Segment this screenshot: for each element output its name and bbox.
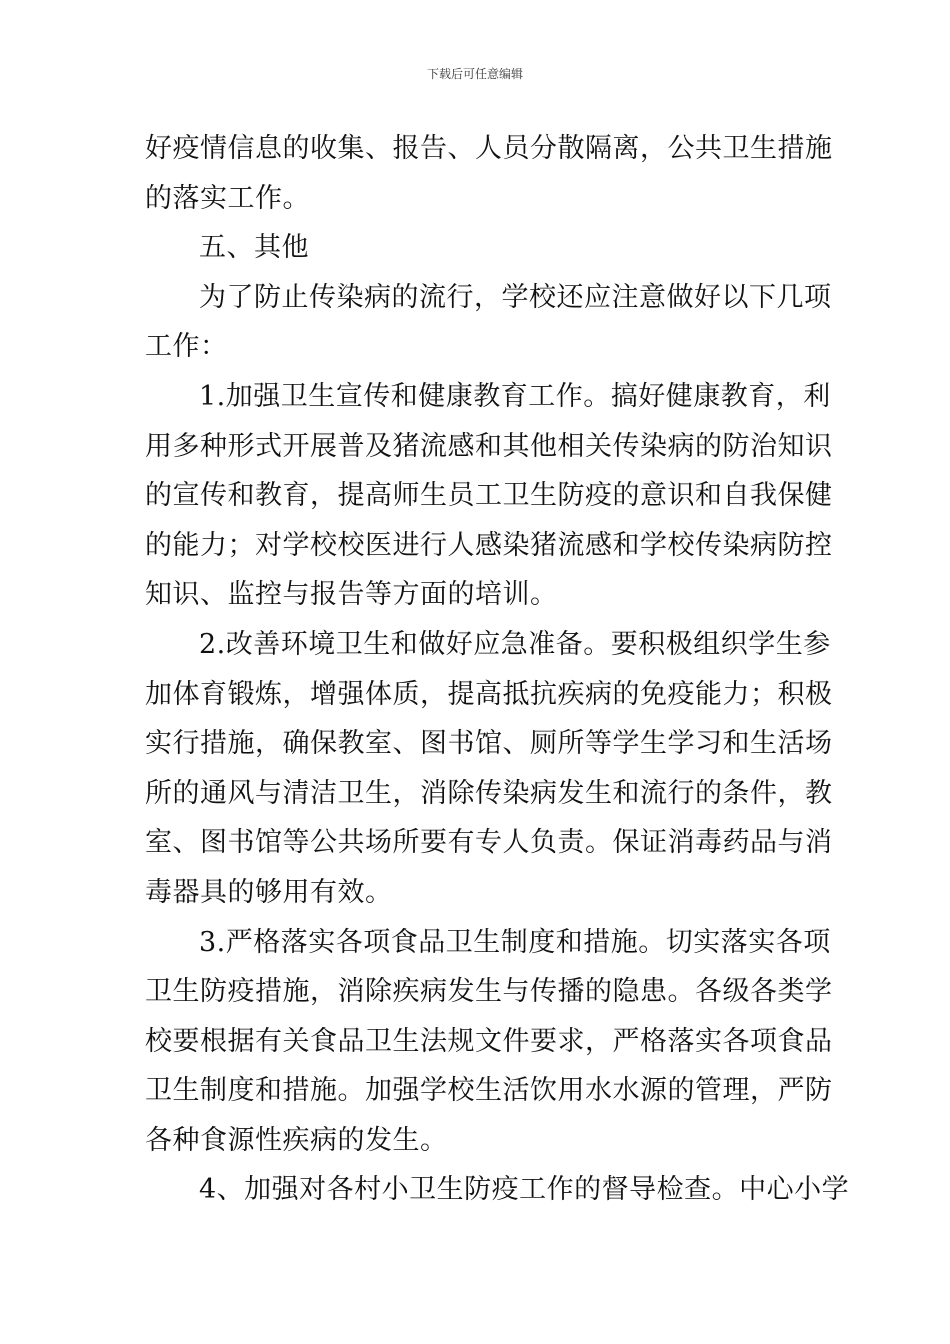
text-line: 卫生制度和措施。加强学校生活饮用水水源的管理，严防 [145,1075,833,1107]
text-line: 好疫情信息的收集、报告、人员分散隔离，公共卫生措施 [145,133,833,164]
section-heading: 五、其他 [199,232,309,264]
paragraph-start: 2.改善环境卫生和做好应急准备。要积极组织学生参 [199,628,831,660]
text-line: 工作： [145,331,228,363]
text-line: 加体育锻炼，增强体质，提高抵抗疾病的免疫能力；积极 [145,678,833,710]
text-line: 实行措施，确保教室、图书馆、厕所等学生学习和生活场 [145,728,833,760]
text-line: 卫生防疫措施，消除疾病发生与传播的隐患。各级各类学 [145,976,833,1008]
text-line: 校要根据有关食品卫生法规文件要求，严格落实各项食品 [145,1025,833,1057]
paragraph-start: 为了防止传染病的流行，学校还应注意做好以下几项 [199,281,832,313]
document-body [145,124,850,1215]
text-line: 知识、监控与报告等方面的培训。 [145,579,558,611]
page-header-note: 下载后可任意编辑 [426,67,523,81]
text-line: 所的通风与清洁卫生，消除传染病发生和流行的条件，教 [145,777,833,809]
text-line: 的落实工作。 [145,182,310,214]
paragraph-start: 1.加强卫生宣传和健康教育工作。搞好健康教育，利 [199,380,831,412]
text-line: 的宣传和教育，提高师生员工卫生防疫的意识和自我保健 [145,480,833,512]
paragraph-start: 3.严格落实各项食品卫生制度和措施。切实落实各项 [199,926,831,958]
text-line: 用多种形式开展普及猪流感和其他相关传染病的防治知识 [145,430,833,462]
text-line: 室、图书馆等公共场所要有专人负责。保证消毒药品与消 [145,827,833,859]
text-line: 毒器具的够用有效。 [145,876,393,908]
paragraph-start: 4、加强对各村小卫生防疫工作的督导检查。中心小学 [199,1174,850,1206]
text-line: 的能力；对学校校医进行人感染猪流感和学校传染病防控 [145,529,833,561]
text-line: 各种食源性疾病的发生。 [145,1124,448,1156]
